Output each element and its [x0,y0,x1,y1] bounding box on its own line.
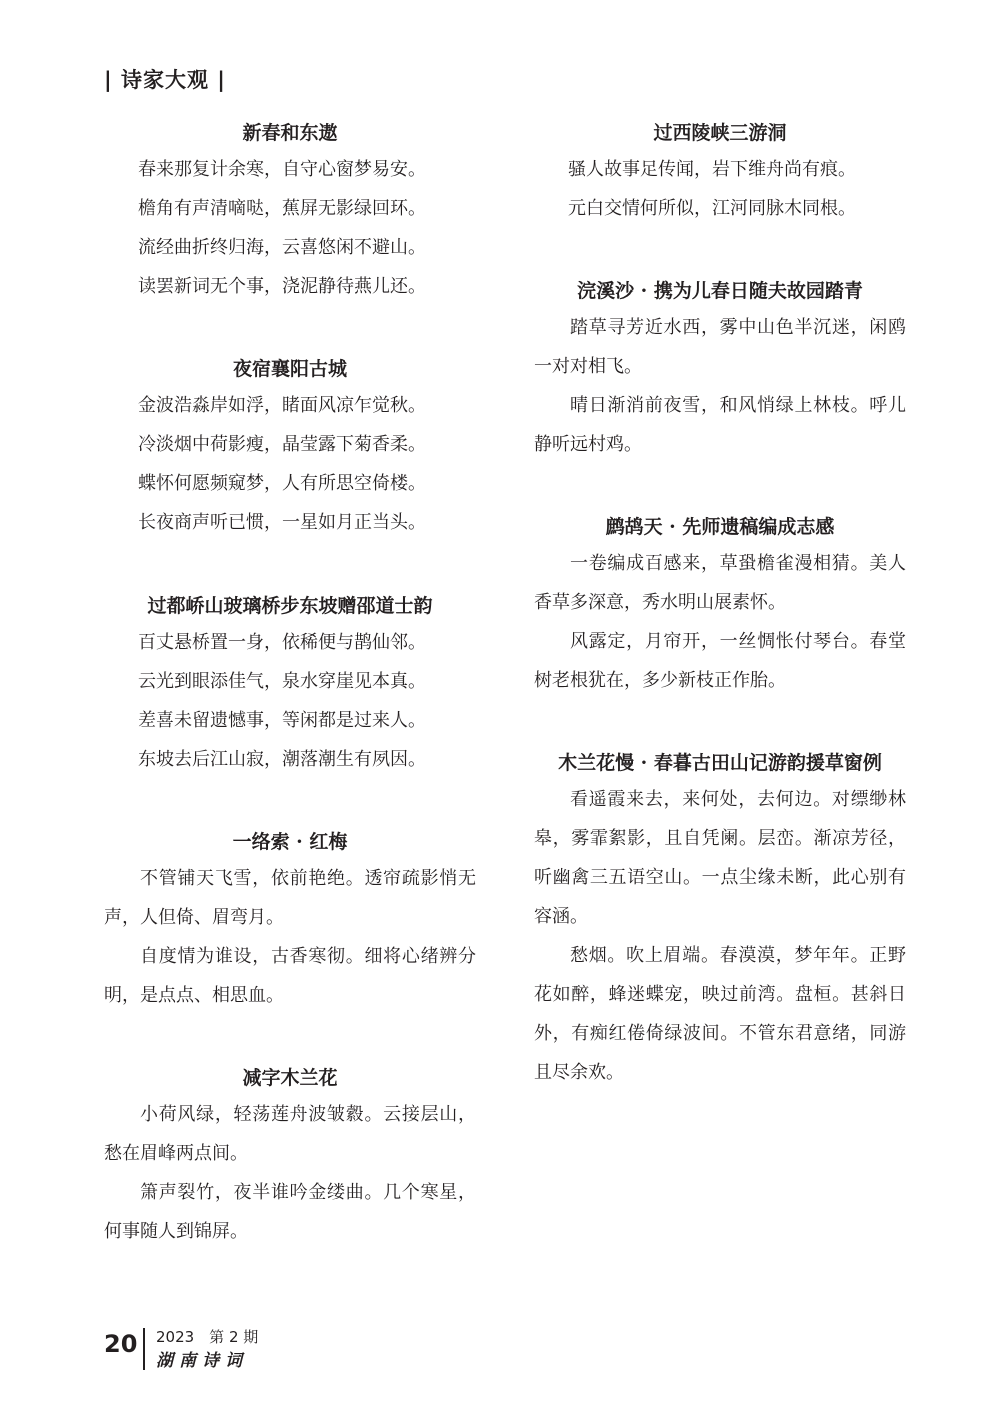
page-number: 20 [104,1330,138,1358]
section-header: | 诗家大观 | [104,68,226,92]
poem [534,510,906,700]
poem-title: 新春和东遨 [242,122,338,144]
poem-line: 读罢新词无个事，浇泥静待燕儿还。 [138,276,426,297]
poem-paragraph: 自度情为谁设，古香寒彻。细将心绪辨分明，是点点、相思血。 [104,946,476,1006]
poem-line: 蝶怀何愿频窥梦，人有所思空倚楼。 [138,473,426,494]
poem-line: 檐角有声清嘀哒，蕉屏无影绿回环。 [138,198,426,219]
poem [104,352,476,542]
poem-line: 流经曲折终归海，云喜悠闲不避山。 [138,237,426,258]
poem-title: 过西陵峡三游洞 [653,122,787,144]
issue-label: 2023 第 2 期 [156,1328,259,1346]
poem-line: 冷淡烟中荷影瘦，晶莹露下菊香柔。 [138,434,426,455]
poem-line: 春来那复计余寒，自守心窗梦易安。 [138,159,426,180]
poem-paragraph: 风露定，月帘开，一丝惆怅付琴台。春堂树老根犹在，多少新枝正作胎。 [534,631,906,691]
poem [104,1061,476,1251]
poem-paragraph: 踏草寻芳近水西，雾中山色半沉迷，闲鸥一对对相飞。 [534,317,906,377]
poem-title: 鹧鸪天 · 先师遗稿编成志感 [605,516,835,538]
poem-paragraph: 小荷风绿，轻荡莲舟波皱縠。云接层山，愁在眉峰两点间。 [104,1104,476,1164]
poem-title: 木兰花慢 · 春暮古田山记游韵援草窗例 [558,752,882,774]
poem-paragraph: 箫声裂竹，夜半谁吟金缕曲。几个寒星，何事随人到锦屏。 [104,1182,476,1242]
poem-line: 差喜未留遗憾事，等闲都是过来人。 [138,710,426,731]
poem-line: 东坡去后江山寂，潮落潮生有夙因。 [138,749,426,770]
poem-paragraph: 不管铺天飞雪，依前艳绝。透帘疏影悄无声，人但倚、眉弯月。 [104,868,476,928]
poem-title: 夜宿襄阳古城 [232,358,347,380]
poem-paragraph: 看遥霞来去，来何处，去何边。对缥缈林皋，雾霏絮影，且自凭阑。层峦。渐凉芳径，听幽禽三五语空山。一点尘缘未断，此心别有容涵。 [534,789,906,927]
poem-title: 减字木兰花 [242,1067,338,1089]
poem-title: 一络索 · 红梅 [232,831,348,853]
poem-line: 元白交情何所似，江河同脉木同根。 [568,198,856,219]
section-title: 诗家大观 [120,68,209,92]
poem-line: 金波浩淼岸如浮，睹面风凉乍觉秋。 [138,395,426,416]
poem [104,825,476,1015]
poem-title: 过都峤山玻璃桥步东坡赠邵道士韵 [147,595,433,617]
poem-title: 浣溪沙 · 携为儿春日随夫故园踏青 [577,280,863,302]
poem-line: 云光到眼添佳气，泉水穿崖见本真。 [138,671,426,692]
poem [534,274,906,464]
poem-paragraph: 一卷编成百感来，草蛩檐雀漫相猜。美人香草多深意，秀水明山展素怀。 [534,553,906,613]
magazine-name: 湖南诗词 [156,1351,248,1371]
poem [534,116,906,228]
poem-line: 骚人故事足传闻，岩下维舟尚有痕。 [568,159,856,180]
poem-line: 百丈悬桥置一身，依稀便与鹊仙邻。 [138,632,426,653]
poem [534,746,906,1092]
poem-paragraph: 愁烟。吹上眉端。春漠漠，梦年年。正野花如醉，蜂迷蝶宠，映过前湾。盘桓。甚斜日外，有痴红倦倚绿波间。不管东君意绪，同游且尽余欢。 [534,945,906,1083]
poem-paragraph: 晴日渐消前夜雪，和风悄绿上林枝。呼儿静听远村鸡。 [534,395,906,455]
poem [104,589,476,779]
footer-divider [143,1328,145,1370]
poem [104,116,476,306]
poem-line: 长夜商声听已惯，一星如月正当头。 [138,512,426,533]
